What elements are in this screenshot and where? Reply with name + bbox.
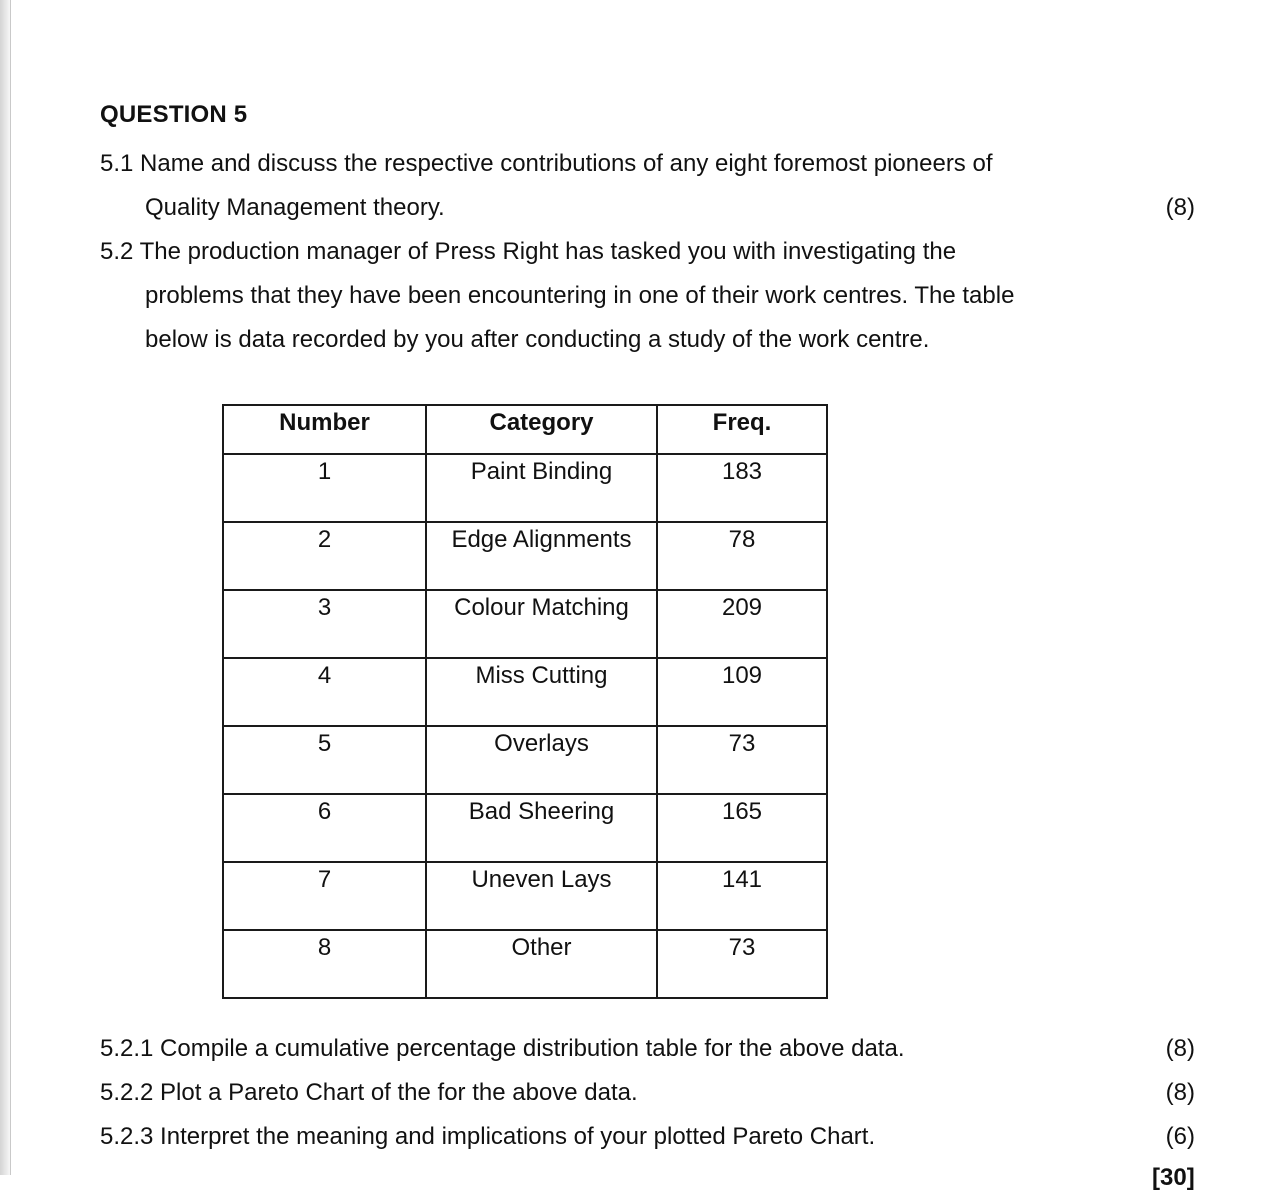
cell-freq: 209 (657, 590, 827, 658)
q5-2-3-marks: (6) (1165, 1123, 1195, 1150)
cell-number: 3 (223, 590, 426, 658)
total-marks: [30] (1152, 1164, 1195, 1191)
q5-2-1-text: 5.2.1 Compile a cumulative percentage distribution table for the above data. (100, 1035, 905, 1062)
cell-number: 6 (223, 794, 426, 862)
cell-freq: 73 (657, 726, 827, 794)
table-row (223, 658, 827, 726)
cell-freq: 109 (657, 658, 827, 726)
cell-freq: 183 (657, 454, 827, 522)
header-freq: Freq. (657, 405, 827, 454)
cell-number: 1 (223, 454, 426, 522)
q5-1-marks: (8) (1165, 194, 1195, 221)
q5-2-text-line1: 5.2 The production manager of Press Right has tasked you with investigating the (100, 238, 957, 265)
cell-freq: 78 (657, 522, 827, 590)
cell-freq: 141 (657, 862, 827, 930)
cell-number: 8 (223, 930, 426, 998)
cell-category: Paint Binding (426, 454, 657, 522)
cell-freq: 73 (657, 930, 827, 998)
cell-category: Edge Alignments (426, 522, 657, 590)
cell-number: 2 (223, 522, 426, 590)
q5-2-2-text: 5.2.2 Plot a Pareto Chart of the for the above data. (100, 1079, 638, 1106)
cell-category: Bad Sheering (426, 794, 657, 862)
cell-number: 4 (223, 658, 426, 726)
page-edge (10, 0, 11, 1175)
header-category: Category (426, 405, 657, 454)
q5-2-3-text: 5.2.3 Interpret the meaning and implications of your plotted Pareto Chart. (100, 1123, 876, 1150)
cell-category: Overlays (426, 726, 657, 794)
cell-category: Other (426, 930, 657, 998)
cell-category: Miss Cutting (426, 658, 657, 726)
q5-1-text-line2: Quality Management theory. (145, 194, 445, 221)
question-title: QUESTION 5 (100, 101, 248, 128)
table-row (223, 522, 827, 590)
q5-2-text-line3: below is data recorded by you after conducting a study of the work centre. (145, 326, 930, 353)
q5-2-text-line2: problems that they have been encountering in one of their work centres. The table (145, 282, 1015, 309)
q5-1-text-line1: 5.1 Name and discuss the respective contributions of any eight foremost pioneers of (100, 150, 993, 177)
page-gutter (0, 0, 10, 1175)
q5-2-1-marks: (8) (1165, 1035, 1195, 1062)
table-row (223, 726, 827, 794)
defects-table (222, 404, 828, 999)
table-row (223, 794, 827, 862)
q5-2-2-marks: (8) (1165, 1079, 1195, 1106)
table-row (223, 930, 827, 998)
table-row (223, 454, 827, 522)
cell-category: Colour Matching (426, 590, 657, 658)
header-number: Number (223, 405, 426, 454)
cell-freq: 165 (657, 794, 827, 862)
table-row (223, 862, 827, 930)
cell-number: 7 (223, 862, 426, 930)
cell-number: 5 (223, 726, 426, 794)
table-row (223, 590, 827, 658)
cell-category: Uneven Lays (426, 862, 657, 930)
table-header-row (223, 405, 827, 454)
